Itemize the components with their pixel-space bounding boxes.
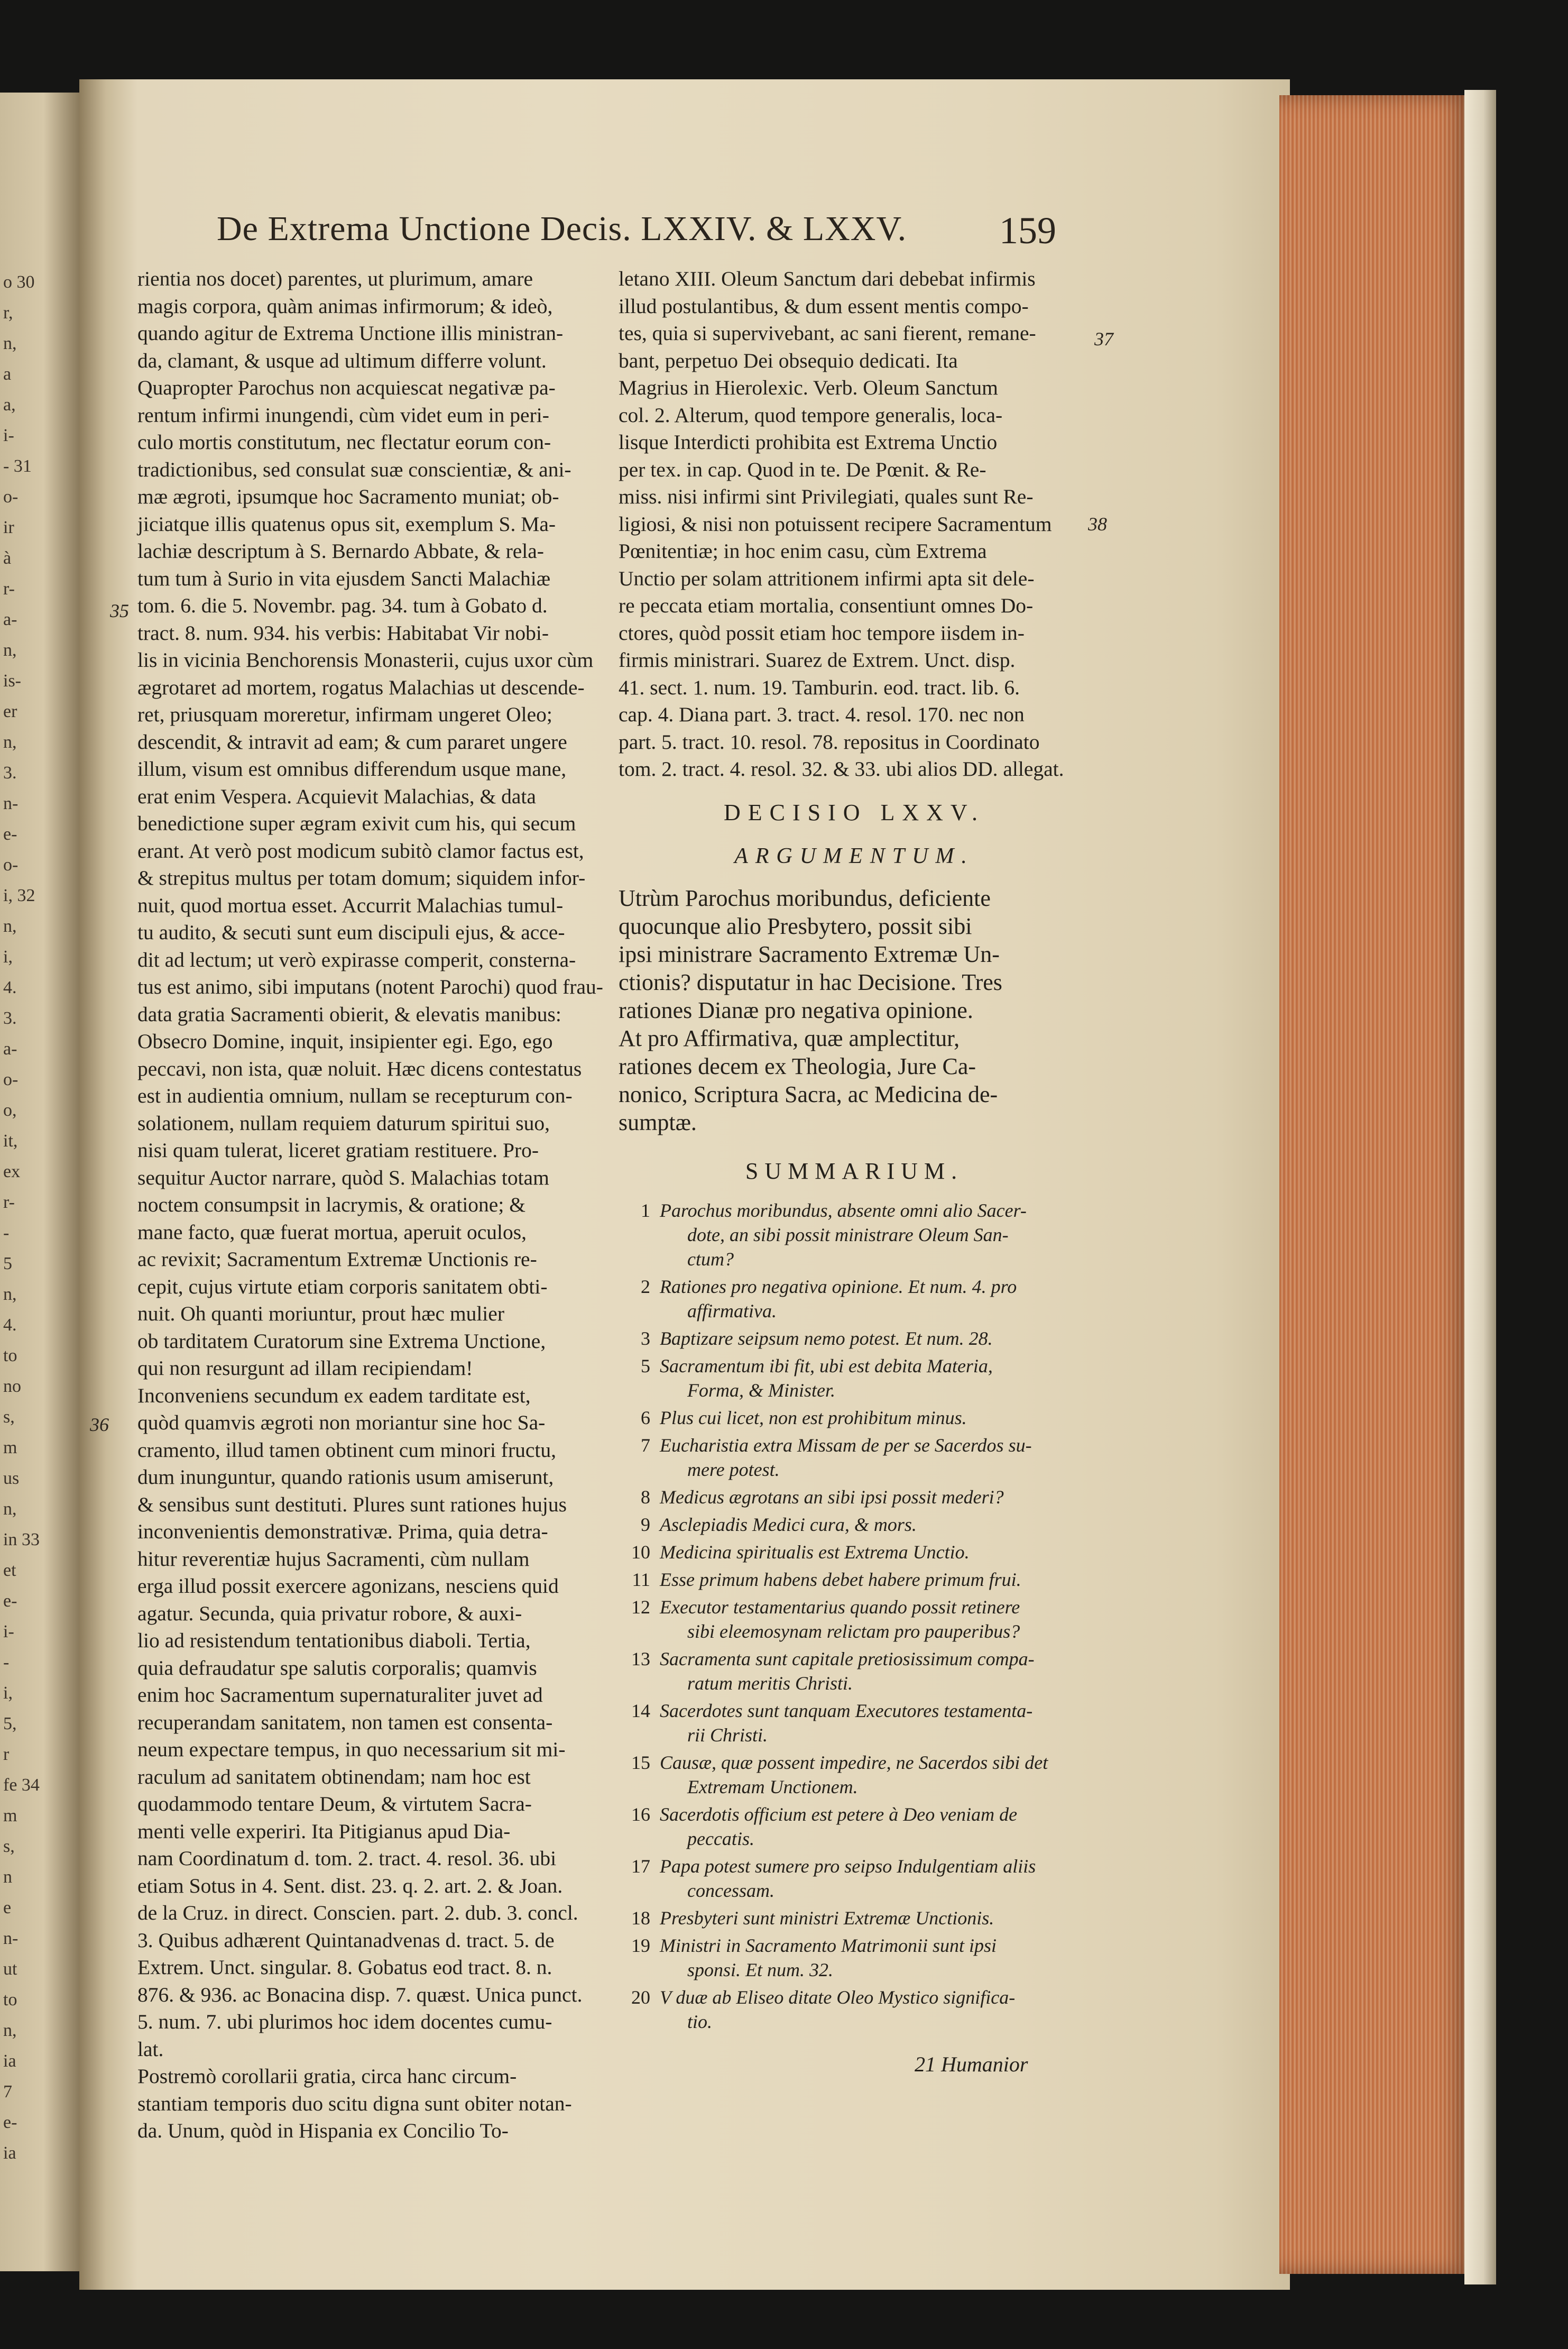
argumentum-line: rationes decem ex Theologia, Jure Ca- — [619, 1053, 976, 1079]
summary-item — [619, 1750, 1090, 1799]
left-page-fragment: a- — [3, 1039, 17, 1059]
left-page-fragment: n, — [3, 1499, 17, 1519]
summary-item-number: 14 — [631, 1700, 650, 1721]
left-page-fragment: m — [3, 1438, 17, 1457]
left-page-fragment: to — [3, 1990, 17, 2010]
summary-item-text: Asclepiadis Medici cura, & mors. — [660, 1514, 917, 1535]
summary-item-number: 8 — [641, 1487, 650, 1508]
summary-item-text: tio. — [687, 2011, 713, 2032]
left-page-fragment: 3. — [3, 1008, 17, 1028]
left-page-fragment: a- — [3, 610, 17, 629]
text-line: Obsecro Domine, inquit, insipienter egi. Ego, ego — [137, 1030, 553, 1053]
text-line: lisque Interdicti prohibita est Extrema Unctio — [619, 430, 998, 454]
summary-item-number: 19 — [631, 1935, 650, 1956]
left-page-fragment: fe 34 — [3, 1775, 40, 1795]
summary-item-text: Sacerdotes sunt tanquam Executores testamenta- — [660, 1700, 1033, 1721]
text-line: ægrotaret ad mortem, rogatus Malachias ut descende- — [137, 675, 585, 699]
margin-number: 36 — [90, 1414, 109, 1435]
argumentum-line: ctionis? disputatur in hac Decisione. Tres — [619, 969, 1002, 995]
text-line: per tex. in cap. Quod in te. De Pœnit. & Re- — [619, 457, 986, 481]
argumentum-text — [619, 884, 1090, 1136]
left-text-column — [137, 265, 603, 2145]
text-line: quando agitur de Extrema Unctione illis ministran- — [137, 322, 564, 345]
summary-item-number: 12 — [631, 1596, 650, 1618]
text-line: etiam Sotus in 4. Sent. dist. 23. q. 2. art. 2. & Joan. — [137, 1874, 563, 1897]
left-page-fragment: 7 — [3, 2082, 12, 2102]
summary-item-text: Causæ, quæ possent impedire, ne Sacerdos sibi det — [660, 1752, 1048, 1773]
left-page-fragment: ir — [3, 518, 14, 537]
left-page-fragment: o 30 — [3, 272, 35, 292]
summary-item — [619, 1854, 1090, 1903]
summary-item-number: 15 — [631, 1752, 650, 1773]
text-line: tom. 6. die 5. Novembr. pag. 34. tum à Gobato d. — [137, 594, 548, 617]
text-line: peccavi, non ista, quæ noluit. Hæc dicens contestatus — [137, 1057, 582, 1080]
text-line: est in audientia omnium, nullam se recepturum con- — [137, 1084, 573, 1107]
text-line: tes, quia si supervivebant, ac sani fierent, remane- — [619, 322, 1036, 345]
text-line: part. 5. tract. 10. resol. 78. repositus in Coordinato — [619, 730, 1040, 754]
summary-item — [619, 1802, 1090, 1851]
summary-item-number: 10 — [631, 1541, 650, 1563]
text-line: illum, visum est omnibus differendum usque mane, — [137, 757, 567, 781]
summary-item — [619, 1326, 1090, 1351]
left-page-fragment: - 31 — [3, 456, 32, 476]
summary-item — [619, 1433, 1090, 1482]
summary-item — [619, 1595, 1090, 1644]
summary-item-text: Esse primum habens debet habere primum frui. — [660, 1569, 1021, 1590]
summary-item-text: ctum? — [687, 1249, 734, 1270]
summary-item-text: peccatis. — [687, 1828, 754, 1849]
left-page-fragment: - — [3, 1223, 10, 1243]
text-line: menti velle experiri. Ita Pitigianus apud Dia- — [137, 1819, 511, 1843]
left-page-fragment: r- — [3, 579, 15, 599]
summary-item-number: 9 — [641, 1514, 650, 1535]
text-line: quia defraudatur spe salutis corporalis; quamvis — [137, 1656, 537, 1680]
text-line: Magrius in Hierolexic. Verb. Oleum Sanctum — [619, 376, 998, 399]
left-page-fragment: 4. — [3, 978, 17, 997]
summary-item-text: Plus cui licet, non est prohibitum minus. — [660, 1407, 967, 1428]
left-page-fragment: i, 32 — [3, 886, 35, 905]
left-page-fragment: n- — [3, 794, 19, 813]
text-line: erant. At verò post modicum subitò clamor factus est, — [137, 839, 584, 862]
left-page-fragment: er — [3, 702, 17, 721]
left-page-fragment: it, — [3, 1131, 18, 1151]
text-line: mane facto, quæ fuerat mortua, aperuit oculos, — [137, 1220, 527, 1244]
left-page-fragment: n, — [3, 1284, 17, 1304]
summary-item-number: 5 — [641, 1355, 650, 1377]
left-page-fragment: us — [3, 1469, 20, 1488]
summary-item — [619, 1198, 1090, 1271]
text-line: hitur reverentiæ hujus Sacramenti, cùm nullam — [137, 1547, 530, 1571]
text-line: descendit, & intravit ad eam; & cum pararet ungere — [137, 730, 567, 754]
page-number: 159 — [999, 209, 1056, 252]
summary-item-text: sponsi. Et num. 32. — [687, 1959, 834, 1980]
text-line: Postremò corollarii gratia, circa hanc circum- — [137, 2064, 517, 2088]
text-line: solationem, nullam requiem daturum spiritui suo, — [137, 1111, 550, 1135]
summary-item-text: V duæ ab Eliseo ditate Oleo Mystico significa- — [660, 1987, 1016, 2008]
argumentum-line: sumptæ. — [619, 1109, 697, 1135]
summary-item-number: 6 — [641, 1407, 650, 1428]
text-line: quòd quamvis ægroti non moriantur sine hoc Sa- — [137, 1411, 546, 1434]
catchword: 21 Humanior — [915, 2052, 1028, 2076]
text-line: enim hoc Sacramentum supernaturaliter juvet ad — [137, 1683, 543, 1706]
summary-item-number: 3 — [641, 1328, 650, 1349]
text-line: lat. — [137, 2037, 164, 2061]
text-line: ctores, quòd possit etiam hoc tempore iisdem in- — [619, 621, 1025, 645]
summary-item-text: Sacramentum ibi fit, ubi est debita Materia, — [660, 1355, 993, 1377]
text-line: lis in vicinia Benchorensis Monasterii, cujus uxor cùm — [137, 648, 594, 672]
text-line: bant, perpetuo Dei obsequio dedicati. Ita — [619, 348, 958, 372]
text-line: qui non resurgunt ad illam recipiendam! — [137, 1356, 473, 1380]
text-line: tom. 2. tract. 4. resol. 32. & 33. ubi alios DD. allegat. — [619, 757, 1064, 781]
summarium-heading: SUMMARIUM. — [745, 1158, 964, 1184]
left-page-fragment: n, — [3, 640, 17, 660]
summary-item-text: Sacerdotis officium est petere à Deo veniam de — [660, 1804, 1018, 1825]
left-page-fragment: n — [3, 1867, 12, 1887]
left-page-fragment: - — [3, 1653, 10, 1672]
left-page-fragment: e — [3, 1898, 12, 1917]
left-page-fragment: e- — [3, 2113, 17, 2132]
summary-item-text: Ministri in Sacramento Matrimonii sunt ipsi — [660, 1935, 997, 1956]
left-page-fragment: n, — [3, 916, 17, 936]
text-line: cap. 4. Diana part. 3. tract. 4. resol. 170. nec non — [619, 703, 1025, 726]
text-line: magis corpora, quàm animas infirmorum; & ideò, — [137, 294, 553, 318]
left-page-fragment: n- — [3, 1929, 19, 1948]
text-line: rientia nos docet) parentes, ut plurimum, amare — [137, 267, 533, 290]
argumentum-line: At pro Affirmativa, quæ amplectitur, — [619, 1025, 960, 1051]
text-line: 3. Quibus adhærent Quintanadvenas d. tract. 5. de — [137, 1928, 555, 1952]
text-line: miss. nisi infirmi sint Privilegiati, quales sunt Re- — [619, 485, 1034, 508]
left-facing-page — [0, 93, 79, 2271]
text-line: erga illud possit exercere agonizans, nesciens quid — [137, 1574, 559, 1598]
summary-item-text: Executor testamentarius quando possit retinere — [660, 1596, 1020, 1618]
left-page-fragment: o- — [3, 1070, 19, 1089]
text-line: letano XIII. Oleum Sanctum dari debebat infirmis — [619, 267, 1036, 290]
summary-item-number: 11 — [632, 1569, 650, 1590]
book-cover-edge — [1464, 90, 1496, 2284]
left-page-fragment: i- — [3, 1622, 14, 1641]
text-line: 5. num. 7. ubi plurimos hoc idem docentes cumu- — [137, 2010, 552, 2033]
text-line: tradictionibus, sed consulat suæ conscientiæ, & ani- — [137, 457, 571, 481]
text-line: nuit, quod mortua esset. Accurrit Malachias tumul- — [137, 893, 564, 917]
summary-item-text: Rationes pro negativa opinione. Et num. 4. pro — [660, 1276, 1017, 1297]
left-page-fragment: n, — [3, 732, 17, 752]
text-line: lachiæ descriptum à S. Bernardo Abbate, & rela- — [137, 539, 544, 563]
text-line: cramento, illud tamen obtinent cum minori fructu, — [137, 1438, 556, 1462]
left-page-fragment: o- — [3, 487, 19, 507]
summary-item — [619, 1274, 1090, 1323]
argumentum-line: quocunque alio Presbytero, possit sibi — [619, 913, 972, 939]
text-line: da, clamant, & usque ad ultimum differre volunt. — [137, 348, 547, 372]
summary-item-text: dote, an sibi possit ministrare Oleum San- — [687, 1224, 1009, 1245]
text-line: tract. 8. num. 934. his verbis: Habitabat Vir nobi- — [137, 621, 549, 645]
left-page-fragment: ut — [3, 1959, 17, 1979]
left-page-fragment: 5, — [3, 1714, 17, 1733]
right-text-column — [619, 265, 1090, 2037]
margin-number: 37 — [1094, 328, 1113, 350]
text-line: ligiosi, & nisi non potuissent recipere Sacramentum — [619, 512, 1052, 536]
summary-item-number: 17 — [631, 1856, 650, 1877]
summary-item-number: 1 — [641, 1200, 650, 1221]
left-page-fragment: r — [3, 1745, 10, 1764]
left-page-fragment: r- — [3, 1192, 15, 1212]
left-page-fragment: à — [3, 548, 12, 568]
left-page-fragment: o- — [3, 855, 19, 875]
left-page-fragment: is- — [3, 671, 21, 691]
summary-item-text: Papa potest sumere pro seipso Indulgentiam aliis — [660, 1856, 1036, 1877]
text-line: Quapropter Parochus non acquiescat negativæ pa- — [137, 376, 556, 399]
summary-item-text: Forma, & Minister. — [687, 1380, 836, 1401]
left-page-fragment: i- — [3, 426, 14, 445]
text-line: dit ad lectum; ut verò expirasse comperit, consterna- — [137, 948, 576, 971]
decisio-lxxiv-conclusion — [619, 265, 1090, 783]
text-line: agatur. Secunda, quia privatur robore, & auxi- — [137, 1601, 522, 1625]
text-line: Pœnitentiæ; in hoc enim casu, cùm Extrema — [619, 539, 987, 563]
text-line: ob tarditatem Curatorum sine Extrema Unctione, — [137, 1329, 546, 1353]
left-page-fragment: r, — [3, 303, 13, 323]
text-line: inconvenientis demonstrativæ. Prima, quia detra- — [137, 1520, 548, 1543]
summary-item — [619, 1540, 1090, 1564]
left-page-fragment: e- — [3, 824, 17, 844]
text-line: 876. & 936. ac Bonacina disp. 7. quæst. Unica punct. — [137, 1983, 583, 2006]
summary-item-text: mere potest. — [687, 1459, 780, 1480]
text-line: erat enim Vespera. Acquievit Malachias, & data — [137, 784, 536, 808]
argumentum-line: nonico, Scriptura Sacra, ac Medicina de- — [619, 1081, 998, 1107]
text-line: cepit, cujus virtute etiam corporis sanitatem obti- — [137, 1274, 548, 1298]
text-line: recuperandam sanitatem, non tamen est consenta- — [137, 1710, 553, 1734]
text-line: mæ ægroti, ipsumque hoc Sacramento muniat; ob- — [137, 485, 559, 508]
summary-item-text: ratum meritis Christi. — [687, 1673, 853, 1694]
summary-item — [619, 1933, 1090, 1982]
summary-item-number: 7 — [641, 1435, 650, 1456]
left-page-fragment: 5 — [3, 1254, 12, 1273]
summary-item-text: Extremam Unctionem. — [687, 1776, 858, 1797]
text-line: ac revixit; Sacramentum Extremæ Unctionis re- — [137, 1247, 537, 1271]
summary-item — [619, 1512, 1090, 1537]
summary-item — [619, 1647, 1090, 1695]
summary-item-number: 20 — [631, 1987, 650, 2008]
margin-number: 38 — [1088, 513, 1107, 535]
text-line: col. 2. Alterum, quod tempore generalis, loca- — [619, 403, 1003, 427]
argumentum-line: rationes Dianæ pro negativa opinione. — [619, 997, 973, 1023]
summary-item-text: rii Christi. — [687, 1724, 768, 1746]
summary-item-number: 13 — [631, 1648, 650, 1669]
text-line: Unctio per solam attritionem infirmi apta sit dele- — [619, 566, 1035, 590]
summary-item-text: sibi eleemosynam relictam pro pauperibus? — [687, 1621, 1020, 1642]
left-page-fragment: 3. — [3, 763, 17, 783]
left-page-fragment: no — [3, 1377, 21, 1396]
left-page-fragment: m — [3, 1806, 17, 1825]
text-line: noctem consumpsit in lacrymis, & oratione; & — [137, 1193, 525, 1216]
summary-item — [619, 1567, 1090, 1592]
argumentum-line: ipsi ministrare Sacramento Extremæ Un- — [619, 941, 1000, 967]
left-page-fragment: i, — [3, 1683, 13, 1703]
text-line: & sensibus sunt destituti. Plures sunt rationes hujus — [137, 1492, 567, 1516]
text-line: tus est animo, sibi imputans (notent Parochi) quod frau- — [137, 975, 603, 998]
text-line: neum expectare tempus, in quo necessarium sit mi- — [137, 1738, 566, 1761]
text-line: Inconveniens secundum ex eadem tarditate est, — [137, 1383, 531, 1407]
summary-item-text: concessam. — [687, 1880, 774, 1901]
left-page-fragment: et — [3, 1561, 16, 1580]
decisio-heading: DECISIO LXXV. — [723, 799, 985, 825]
left-page-fragment: n, — [3, 334, 17, 353]
left-page-fragment: ia — [3, 2143, 16, 2163]
text-line: re peccata etiam mortalia, consentiunt omnes Do- — [619, 594, 1034, 617]
text-line: tu audito, & secuti sunt eum discipuli ejus, & acce- — [137, 921, 565, 944]
summary-item — [619, 1699, 1090, 1747]
margin-number: 35 — [110, 600, 129, 621]
left-page-fragment: e- — [3, 1591, 17, 1611]
left-page-fragment: a — [3, 364, 12, 384]
left-page-fragment: ex — [3, 1162, 21, 1181]
text-line: benedictione super ægram exivit cum his, qui secum — [137, 812, 576, 835]
summary-item-text: Medicina spiritualis est Extrema Unctio. — [660, 1541, 970, 1563]
left-page-fragment: s, — [3, 1837, 15, 1856]
left-page-fragment: ia — [3, 2051, 16, 2071]
left-page-fragment: in 33 — [3, 1530, 40, 1549]
text-line: jiciatque illis quatenus opus sit, exemplum S. Ma- — [137, 512, 556, 536]
text-line: tum tum à Surio in vita ejusdem Sancti Malachiæ — [137, 566, 551, 590]
text-line: & strepitus multus per totam domum; siquidem infor- — [137, 866, 586, 889]
text-line: da. Unum, quòd in Hispania ex Concilio To- — [137, 2119, 509, 2142]
summary-item-text: affirmativa. — [687, 1300, 777, 1322]
summary-item — [619, 1354, 1090, 1402]
summary-item-number: 16 — [631, 1804, 650, 1825]
text-line: Extrem. Unct. singular. 8. Gobatus eod tract. 8. n. — [137, 1956, 552, 1979]
left-page-fragment: o, — [3, 1100, 17, 1120]
summary-item-text: Baptizare seipsum nemo potest. Et num. 28. — [660, 1328, 993, 1349]
text-line: dum inunguntur, quando rationis usum amiserunt, — [137, 1465, 554, 1489]
page-fore-edge — [1279, 95, 1475, 2274]
text-line: rentum infirmi inungendi, cùm videt eum in peri- — [137, 403, 549, 427]
left-page-fragment: i, — [3, 947, 13, 967]
text-line: data gratia Sacramenti obierit, & elevatis manibus: — [137, 1002, 561, 1026]
left-page-fragment: s, — [3, 1407, 15, 1427]
text-line: nam Coordinatum d. tom. 2. tract. 4. resol. 36. ubi — [137, 1847, 557, 1870]
text-line: de la Cruz. in direct. Conscien. part. 2. dub. 3. concl. — [137, 1901, 578, 1924]
text-line: quodammodo tentare Deum, & virtutem Sacra- — [137, 1792, 532, 1815]
text-line: raculum ad sanitatem obtinendam; nam hoc est — [137, 1765, 531, 1788]
summary-item — [619, 1906, 1090, 1930]
summary-item-text: Sacramenta sunt capitale pretiosissimum compa- — [660, 1648, 1035, 1669]
running-header: De Extrema Unctione Decis. LXXIV. & LXXV. — [217, 209, 907, 248]
summary-item-text: Eucharistia extra Missam de per se Sacerdos su- — [660, 1435, 1032, 1456]
text-line: nisi quam tulerat, liceret gratiam restituere. Pro- — [137, 1139, 539, 1162]
summary-item-text: Presbyteri sunt ministri Extremæ Unctionis. — [660, 1907, 994, 1929]
summary-item — [619, 1485, 1090, 1509]
left-page-fragment: a, — [3, 395, 16, 415]
argumentum-line: Utrùm Parochus moribundus, deficiente — [619, 885, 991, 911]
text-line: firmis ministrari. Suarez de Extrem. Unct. disp. — [619, 648, 1016, 672]
text-line: sequitur Auctor narrare, quòd S. Malachias totam — [137, 1166, 549, 1189]
argumentum-heading: ARGUMENTUM. — [734, 844, 974, 868]
summarium-list — [619, 1198, 1090, 2034]
summary-item-number: 18 — [631, 1907, 650, 1929]
text-line: nuit. Oh quanti moriuntur, prout hæc mulier — [137, 1302, 504, 1325]
summary-item — [619, 1406, 1090, 1430]
summary-item — [619, 1985, 1090, 2034]
text-line: stantiam temporis duo scitu digna sunt obiter notan- — [137, 2091, 572, 2115]
left-page-fragment: 4. — [3, 1315, 17, 1335]
text-line: ret, priusquam moreretur, infirmam ungeret Oleo; — [137, 703, 552, 726]
left-page-fragment: n, — [3, 2021, 17, 2040]
summary-item-number: 2 — [641, 1276, 650, 1297]
summary-item-text: Medicus ægrotans an sibi ipsi possit mederi? — [660, 1487, 1004, 1508]
text-line: 41. sect. 1. num. 19. Tamburin. eod. tract. lib. 6. — [619, 675, 1020, 699]
left-page-fragment: to — [3, 1346, 17, 1365]
text-line: culo mortis constitutum, nec flectatur eorum con- — [137, 430, 551, 454]
summary-item-text: Parochus moribundus, absente omni alio Sacer- — [660, 1200, 1027, 1221]
text-line: illud postulantibus, & dum essent mentis compo- — [619, 294, 1029, 318]
text-line: lio ad resistendum tentationibus diaboli. Tertia, — [137, 1629, 531, 1652]
